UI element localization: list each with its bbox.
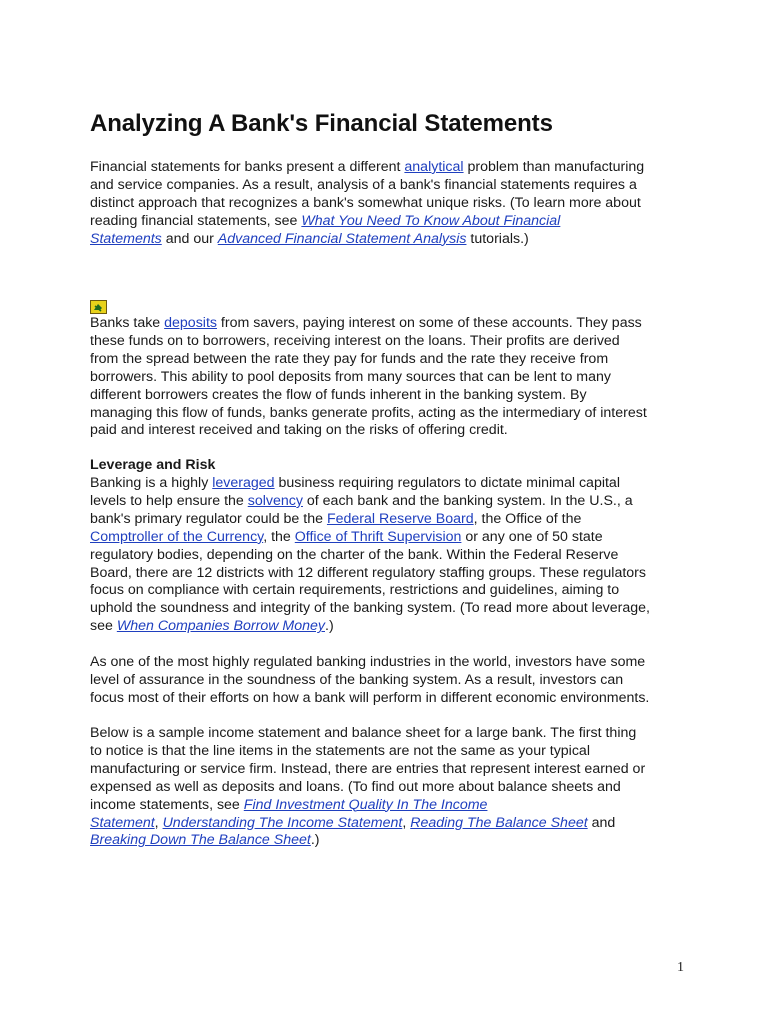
link-deposits[interactable]: deposits — [164, 315, 217, 331]
banks-paragraph: Banks take deposits from savers, paying interest on some of these accounts. They pass these funds on to borrowers, receiving interest on the loans. Their profits are derived from the spread between the rate they pay for funds and the rate they receive from borrowers. This ability to pool deposits from many sources that can be lent to many different borrowers creates the flow of funds inherent in the banking system. By managing this flow of funds, banks generate profits, acting as the intermediary of interest paid and interest received and taking on the risks of offering credit. — [90, 315, 647, 439]
tip-icon — [90, 300, 107, 314]
link-what-you-need-to-know-cont[interactable]: Statements — [90, 230, 162, 247]
link-find-investment-quality-cont[interactable]: Statement — [90, 814, 155, 831]
page-title: Analyzing A Bank's Financial Statements — [90, 110, 553, 137]
link-thrift-supervision[interactable]: Office of Thrift Supervision — [294, 528, 462, 545]
link-reading-balance-sheet[interactable]: Reading The Balance Sheet — [410, 814, 588, 831]
page-number: 1 — [677, 960, 684, 975]
leverage-paragraph: Banking is a highly leveraged business requiring regulators to dictate minimal capital levels to help ensure the solvency of each bank and the banking system. In the U.S., a bank's primary regulator could be the Federal Reserve Board, the Office of the Comptroller of the Currency, the Office of Thrift Supervision or any one of 50 state regulatory bodies, depending on the charter of the bank. Within the Federal Reserve Board, there are 12 districts with 12 different regulatory staffing groups. These regulators focus on compliance with certain requirements, restrictions and guidelines, aiming to uphold the soundness and integrity of the banking system. (To read more about leverage, see When Companies Borrow Money.) — [90, 475, 650, 635]
regulated-paragraph: As one of the most highly regulated banking industries in the world, investors have some level of assurance in the soundness of the banking system. As a result, investors can focus most of their efforts on how a bank will perform in different economic environments. — [90, 654, 650, 706]
sample-paragraph: Below is a sample income statement and balance sheet for a large bank. The first thing to notice is that the line items in the statements are not the same as your typical manufacturing or service firm. Instead, there are entries that represent interest earned or expensed as well as deposits and loans. (To find out more about balance sheets and income statements, see Find Investment Quality In The Income Statement, Understanding The Income Statement, Reading The Balance Sheet and Breaking Down The Balance Sheet.) — [90, 725, 646, 849]
leverage-heading: Leverage and Risk — [90, 457, 216, 473]
link-advanced-analysis[interactable]: Advanced Financial Statement Analysis — [217, 230, 467, 247]
link-analytical[interactable]: analytical — [404, 159, 464, 175]
intro-paragraph: Financial statements for banks present a different analytical problem than manufacturing and service companies. As a result, analysis of a bank's financial statements requires a distinct approach that recognizes a bank's somewhat unique risks. (To learn more about reading financial statements, see What You Need To Know About Financial Statements and our Advanced Financial Statement Analysis tutorials.) — [90, 159, 645, 247]
link-solvency[interactable]: solvency — [247, 492, 303, 509]
link-what-you-need-to-know[interactable]: What You Need To Know About Financial — [301, 212, 561, 229]
link-find-investment-quality[interactable]: Find Investment Quality In The Income — [243, 796, 488, 813]
link-federal-reserve-board[interactable]: Federal Reserve Board — [326, 510, 474, 527]
link-leveraged[interactable]: leveraged — [212, 475, 275, 491]
link-comptroller[interactable]: Comptroller of the Currency — [90, 528, 264, 545]
link-understanding-income-statement[interactable]: Understanding The Income Statement — [162, 814, 403, 831]
link-when-companies-borrow[interactable]: When Companies Borrow Money — [116, 618, 325, 635]
link-breaking-down-balance-sheet[interactable]: Breaking Down The Balance Sheet — [90, 832, 311, 849]
